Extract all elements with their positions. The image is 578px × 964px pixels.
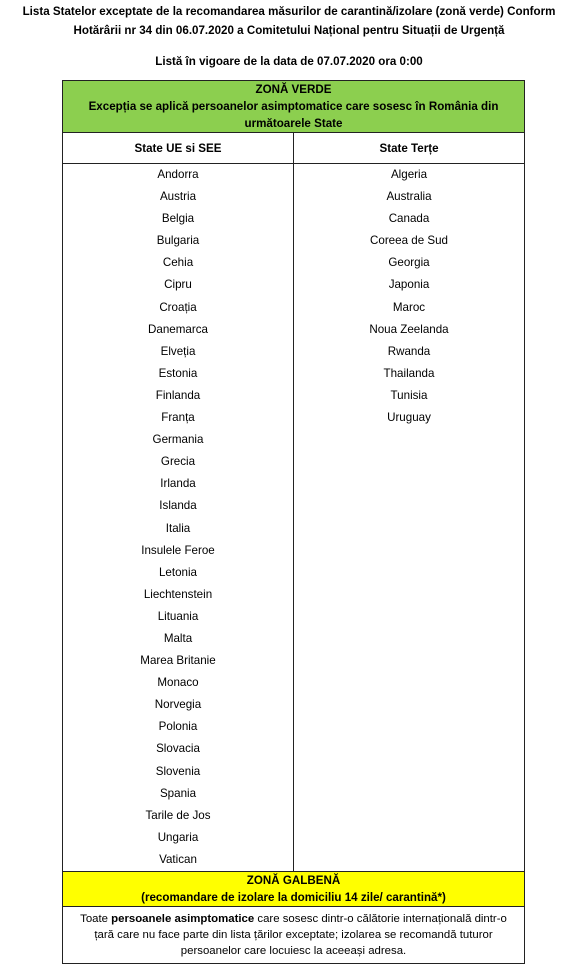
third-state-item: Georgia <box>388 256 430 270</box>
eu-state-item: Slovacia <box>156 742 200 756</box>
note-text-end: care sosesc dintr-o călătorie internațională dintr-o țară care nu face parte din lista țărilor exceptate; izolarea se recomandă tuturor persoanelor care locuiesc la aceeași adresa. <box>94 913 507 957</box>
eu-state-item: Andorra <box>157 168 199 181</box>
exception-table <box>62 80 525 964</box>
green-zone-line-1: Excepția se aplică persoanelor asimptomatice care sosesc în România din <box>88 100 499 113</box>
eu-column-header: State UE si SEE <box>63 133 294 164</box>
eu-state-item: Cehia <box>162 256 194 270</box>
third-state-item: Algeria <box>390 168 428 181</box>
header-subtitle: Listă în vigoare de la data de 07.07.2020 ora 0:00 <box>155 55 423 68</box>
eu-state-item: Croația <box>159 300 197 314</box>
eu-states-column <box>63 164 294 872</box>
note-bold-text: persoanele asimptomatice <box>111 913 255 925</box>
eu-state-item: Tarile de Jos <box>145 808 211 822</box>
yellow-zone-title: ZONĂ GALBENĂ <box>246 874 341 887</box>
eu-state-item: Ungaria <box>157 830 199 844</box>
eu-state-item: Elveția <box>160 344 196 358</box>
yellow-zone-line-1: (recomandare de izolare la domiciliu 14 zile/ carantină*) <box>141 891 446 904</box>
eu-state-item: Vatican <box>159 852 197 866</box>
eu-state-item: Polonia <box>158 720 198 734</box>
document-header <box>0 0 578 71</box>
header-line-2: Hotărârii nr 34 din 06.07.2020 a Comitetului Național pentru Situații de Urgență <box>73 24 505 37</box>
eu-state-item: Slovenia <box>155 764 201 778</box>
yellow-zone-note <box>63 907 525 964</box>
eu-states-list <box>63 164 293 871</box>
third-state-item: Coreea de Sud <box>370 234 448 248</box>
eu-state-item: Insulele Feroe <box>141 543 215 557</box>
eu-state-item: Cipru <box>164 278 192 292</box>
third-state-item: Thailanda <box>383 366 435 380</box>
third-state-item: Rwanda <box>387 344 431 358</box>
eu-state-item: Lituania <box>157 609 199 623</box>
note-text-start: Toate <box>80 913 112 925</box>
third-state-item: Noua Zeelanda <box>369 322 449 336</box>
third-state-item: Japonia <box>388 278 430 292</box>
eu-state-item: Austria <box>159 190 197 204</box>
eu-state-item: Italia <box>165 521 191 535</box>
third-column-header: State Terțe <box>294 133 525 164</box>
eu-state-item: Grecia <box>160 455 196 469</box>
eu-state-item: Franța <box>161 411 195 425</box>
green-zone-line-2: următoarele State <box>244 117 343 130</box>
third-state-item: Maroc <box>392 300 426 314</box>
third-state-item: Canada <box>388 212 430 226</box>
third-state-item: Australia <box>386 190 432 204</box>
green-zone-header <box>63 81 525 133</box>
header-line-1: Lista Statelor exceptate de la recomandarea măsurilor de carantină/izolare (zonă verde) Conform <box>22 5 556 18</box>
eu-state-item: Danemarca <box>148 322 208 336</box>
eu-state-item: Germania <box>152 433 204 447</box>
eu-state-item: Islanda <box>159 499 197 513</box>
eu-state-item: Belgia <box>161 212 195 226</box>
third-state-item: Uruguay <box>387 411 431 425</box>
third-state-item: Tunisia <box>390 388 428 402</box>
eu-state-item: Finlanda <box>155 388 201 402</box>
third-states-list <box>294 164 524 429</box>
third-states-column <box>294 164 525 872</box>
eu-state-item: Malta <box>163 631 193 645</box>
eu-state-item: Norvegia <box>154 698 202 712</box>
green-zone-title: ZONĂ VERDE <box>255 83 332 96</box>
eu-state-item: Estonia <box>158 366 198 380</box>
eu-state-item: Bulgaria <box>156 234 200 248</box>
yellow-zone-header <box>63 872 525 907</box>
eu-state-item: Spania <box>159 786 197 800</box>
eu-state-item: Liechtenstein <box>143 587 213 601</box>
eu-state-item: Letonia <box>158 565 198 579</box>
eu-state-item: Irlanda <box>160 477 196 491</box>
eu-state-item: Monaco <box>157 676 199 690</box>
eu-state-item: Marea Britanie <box>140 654 216 668</box>
